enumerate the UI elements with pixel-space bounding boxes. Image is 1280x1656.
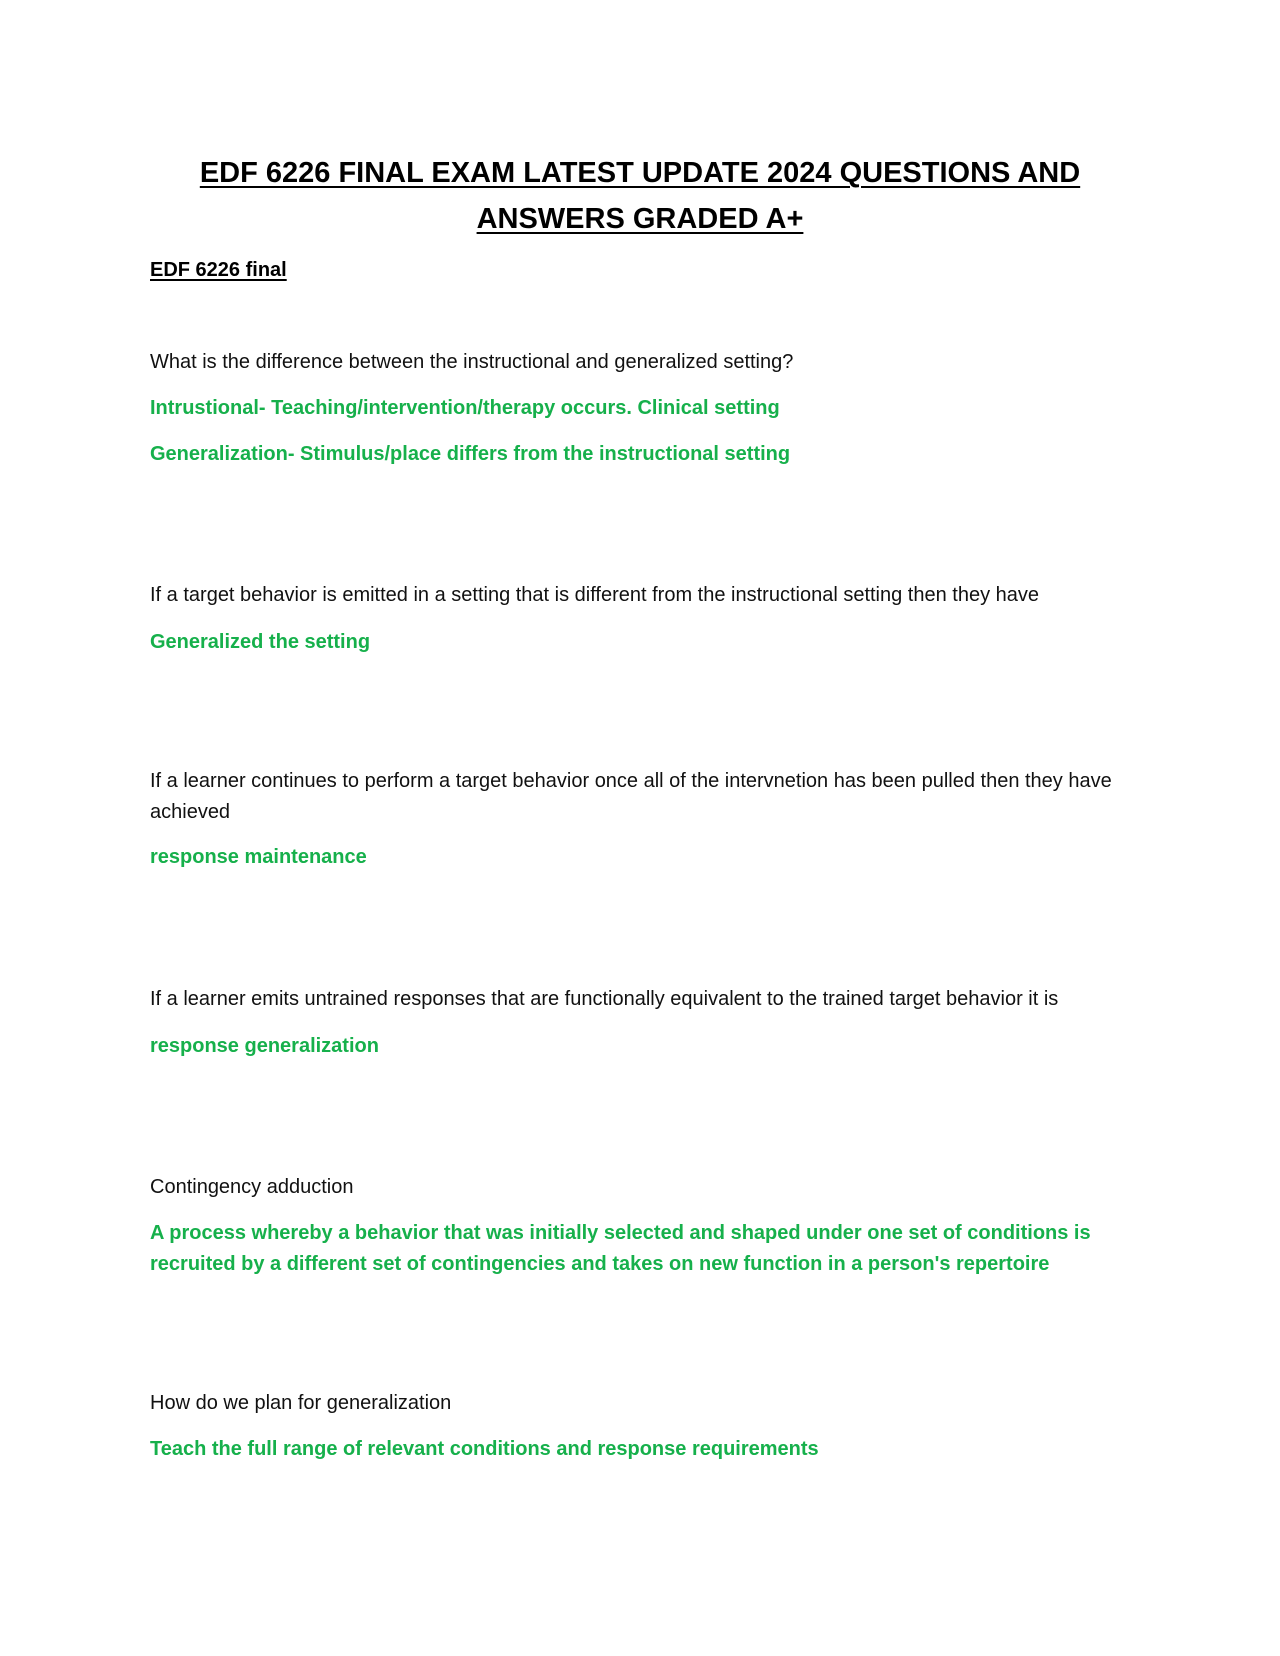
answer-text: Intrustional- Teaching/intervention/therapy occurs. Clinical setting (150, 397, 780, 419)
answer-text: response generalization (150, 1035, 379, 1057)
answer-text: A process whereby a behavior that was initially selected and shaped under one set of conditions is recruited by a different set of contingencies and takes on new function in a person's repertoire (150, 1222, 1091, 1275)
answer-text: Generalization- Stimulus/place differs from the instructional setting (150, 443, 791, 465)
question-text: Contingency adduction (150, 1176, 354, 1198)
document-title: EDF 6226 FINAL EXAM LATEST UPDATE 2024 QUESTIONS AND ANSWERS GRADED A+ (199, 157, 1081, 235)
answer-text: Teach the full range of relevant conditions and response requirements (150, 1438, 819, 1460)
answer-text: response maintenance (150, 846, 367, 868)
question-text: If a target behavior is emitted in a setting that is different from the instructional setting then they have (150, 584, 1040, 606)
answer-text: Generalized the setting (150, 631, 371, 653)
question-text: How do we plan for generalization (150, 1392, 452, 1414)
question-text: If a learner continues to perform a target behavior once all of the intervnetion has been pulled then they have achieved (150, 770, 1112, 823)
document-subtitle: EDF 6226 final (150, 259, 287, 281)
question-text: What is the difference between the instructional and generalized setting? (150, 351, 794, 373)
question-text: If a learner emits untrained responses that are functionally equivalent to the trained target behavior it is (150, 988, 1059, 1010)
